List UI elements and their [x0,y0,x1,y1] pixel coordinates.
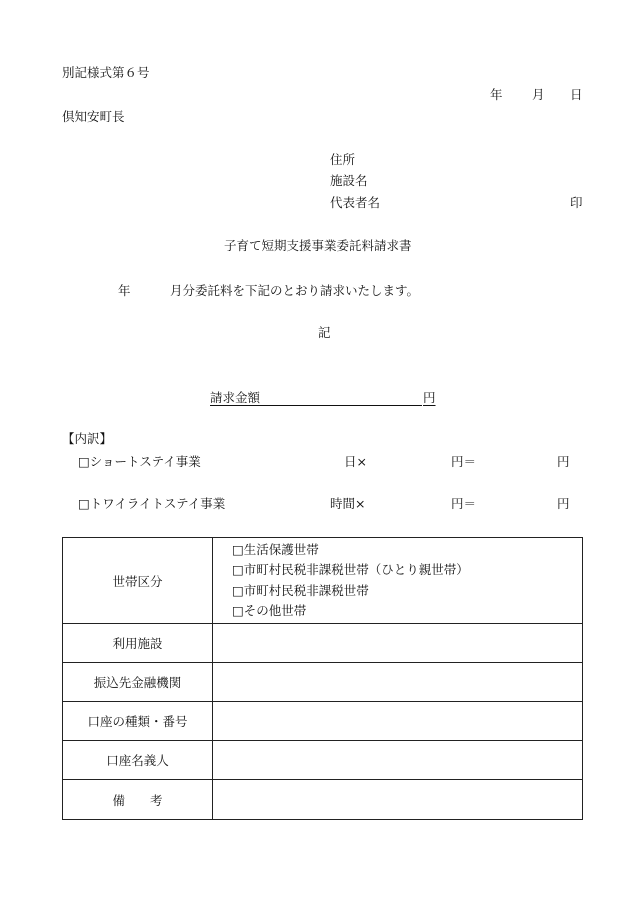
facility-used-field[interactable] [213,624,583,663]
table-row [63,663,583,702]
breakdown-unit: 日× [344,454,367,469]
household-option[interactable]: □その他世帯 [232,603,307,618]
household-category-label: 世帯区分 [63,538,213,624]
date-month-label: 月 [532,87,545,102]
account-holder-label: 口座名義人 [63,741,213,780]
account-type-number-label: 口座の種類・番号 [63,702,213,741]
account-type-number-field[interactable] [213,702,583,741]
table-row [63,538,583,624]
household-category-options [213,538,583,624]
breakdown-rate: 円＝ [451,496,477,511]
remarks-field[interactable] [213,780,583,820]
info-table [62,537,583,820]
request-text: 月分委託料を下記のとおり請求いたします。 [170,283,420,298]
document-title: 子育て短期支援事業委託料請求書 [224,238,412,253]
bank-field[interactable] [213,663,583,702]
facility-used-label: 利用施設 [63,624,213,663]
table-row [63,741,583,780]
breakdown-total: 円 [557,454,570,469]
household-option[interactable]: □市町村民税非課税世帯（ひとり親世帯） [232,562,469,577]
household-option[interactable]: □生活保護世帯 [232,541,319,557]
representative-label: 代表者名 [330,195,381,210]
amount-underline [260,405,422,406]
form-number: 別記様式第６号 [62,65,150,80]
addressee: 倶知安町長 [62,109,125,124]
facility-name-label: 施設名 [330,173,368,188]
table-row [63,780,583,820]
date-day-label: 日 [570,87,583,102]
table-row [63,624,583,663]
breakdown-total: 円 [557,496,570,511]
breakdown-rate: 円＝ [451,454,477,469]
breakdown-service: □トワイライトステイ事業 [78,496,226,511]
table-row [63,702,583,741]
date-year-label: 年 [490,87,503,102]
amount-label: 請求金額 [210,390,261,405]
household-option[interactable]: □市町村民税非課税世帯 [232,582,369,598]
breakdown-unit: 時間× [330,496,366,511]
seal-mark: 印 [570,195,583,210]
address-label: 住所 [330,152,356,167]
breakdown-heading: 【内訳】 [62,431,113,446]
amount-unit: 円 [423,390,436,405]
account-holder-field[interactable] [213,741,583,780]
breakdown-service: □ショートステイ事業 [78,454,201,469]
request-year-label: 年 [118,283,131,298]
remarks-label: 備 考 [63,780,213,820]
bank-label: 振込先金融機関 [63,663,213,702]
ki-heading: 記 [318,325,331,340]
